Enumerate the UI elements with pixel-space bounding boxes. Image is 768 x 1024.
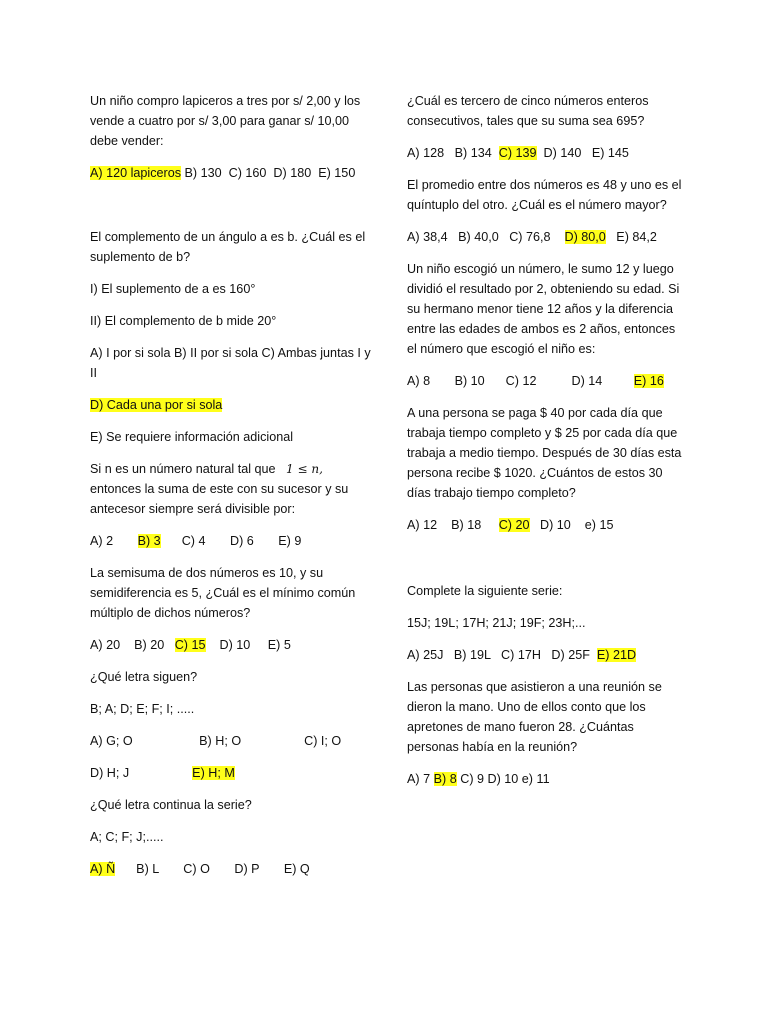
q8-options-pre: A) 38,4 B) 40,0 C) 76,8	[407, 230, 565, 244]
q5-answer: E) H; M	[192, 766, 235, 780]
q9-answer: E) 16	[633, 374, 664, 388]
q5-options-pre: D) H; J	[90, 766, 193, 780]
q9-options	[407, 371, 685, 391]
q7-options	[407, 143, 685, 163]
q5-sequence: B; A; D; E; F; I; .....	[90, 702, 195, 716]
q11-options	[407, 645, 685, 665]
left-column	[90, 91, 376, 891]
q8-text: El promedio entre dos números es 48 y uno es el quíntuplo del otro. ¿Cuál es el número mayor?	[407, 178, 682, 212]
q6-sequence: A; C; F; J;.....	[90, 830, 164, 844]
q7-text: ¿Cuál es tercero de cinco números enteros consecutivos, tales que su suma sea 695?	[407, 94, 649, 128]
q5-options-row1: A) G; O B) H; O C) I; O	[90, 734, 342, 748]
q12-answer: B) 8	[433, 772, 457, 786]
q10-options-pre: A) 12 B) 18	[407, 518, 499, 532]
q4-answer: C) 15	[174, 638, 206, 652]
q2-statement-i: I) El suplemento de a es 160°	[90, 282, 256, 296]
right-column	[407, 91, 685, 801]
q3-answer: B) 3	[137, 534, 161, 548]
q7-answer: C) 139	[498, 146, 537, 160]
q3-options-pre: A) 2	[90, 534, 138, 548]
q7-options-pre: A) 128 B) 134	[407, 146, 499, 160]
q2-option-e: E) Se requiere información adicional	[90, 430, 294, 444]
q6-options	[90, 859, 376, 879]
q2-statement-ii: II) El complemento de b mide 20°	[90, 314, 277, 328]
q11-answer: E) 21D	[596, 648, 637, 662]
q10-options-rest: D) 10 e) 15	[529, 518, 614, 532]
q10-answer: C) 20	[498, 518, 530, 532]
q3-options-rest: C) 4 D) 6 E) 9	[160, 534, 302, 548]
q1-answer: A) 120 lapiceros	[90, 166, 182, 180]
q2-options: A) I por si sola B) II por si sola C) Ambas juntas I y II	[90, 346, 371, 380]
q10-options	[407, 515, 685, 535]
q3-text-b: entonces la suma de este con su sucesor y su antecesor siempre será divisible por:	[90, 482, 349, 516]
q6-options-rest: B) L C) O D) P E) Q	[115, 862, 310, 876]
q1-options-rest: B) 130 C) 160 D) 180 E) 150	[181, 166, 356, 180]
q4-options-pre: A) 20 B) 20	[90, 638, 175, 652]
q2-text: El complemento de un ángulo a es b. ¿Cuál es el suplemento de b?	[90, 230, 366, 264]
q6-text: ¿Qué letra continua la serie?	[90, 798, 252, 812]
q3-options	[90, 531, 376, 551]
q4-options-rest: D) 10 E) 5	[205, 638, 291, 652]
q12-options-rest: C) 9 D) 10 e) 11	[456, 772, 550, 786]
q11-sequence: 15J; 19L; 17H; 21J; 19F; 23H;...	[407, 616, 586, 630]
q7-options-rest: D) 140 E) 145	[536, 146, 629, 160]
q2-answer: D) Cada una por si sola	[90, 398, 223, 412]
q5-text: ¿Qué letra siguen?	[90, 670, 198, 684]
q2-answer-line	[90, 395, 376, 415]
q12-text: Las personas que asistieron a una reunión se dieron la mano. Uno de ellos conto que los apretones de mano fueron 28. ¿Cuántas personas había en la reunión?	[407, 680, 662, 754]
q3-math: 1 ≤ n,	[286, 462, 323, 476]
q9-options-pre: A) 8 B) 10 C) 12 D) 14	[407, 374, 634, 388]
q1-options	[90, 163, 376, 183]
q5-options-row2	[90, 763, 376, 783]
q11-options-pre: A) 25J B) 19L C) 17H D) 25F	[407, 648, 597, 662]
q9-text: Un niño escogió un número, le sumo 12 y luego dividió el resultado por 2, obteniendo su edad. Si su hermano menor tiene 12 años y la diferencia entre las edades de ambos es 2 años, entonces el número que escogió el niño es:	[407, 262, 680, 356]
q12-options	[407, 769, 685, 789]
q12-options-pre: A) 7	[407, 772, 434, 786]
q6-answer: A) Ñ	[90, 862, 116, 876]
q8-options	[407, 227, 685, 247]
q10-text: A una persona se paga $ 40 por cada día que trabaja tiempo completo y $ 25 por cada día que trabaja a medio tiempo. Después de 30 días esta persona recibe $ 1020. ¿Cuántos de estos 30 días trabajo tiempo completo?	[407, 406, 682, 500]
q4-options	[90, 635, 376, 655]
q4-text: La semisuma de dos números es 10, y su semidiferencia es 5, ¿Cuál es el mínimo común múltiplo de dichos números?	[90, 566, 356, 620]
q11-text: Complete la siguiente serie:	[407, 584, 563, 598]
q3-text-a: Si n es un número natural tal que	[90, 462, 280, 476]
q8-answer: D) 80,0	[564, 230, 606, 244]
q8-options-rest: E) 84,2	[605, 230, 657, 244]
q1-text: Un niño compro lapiceros a tres por s/ 2,00 y los vende a cuatro por s/ 3,00 para ganar s/ 10,00 debe vender:	[90, 94, 361, 148]
q3-text	[90, 459, 376, 519]
